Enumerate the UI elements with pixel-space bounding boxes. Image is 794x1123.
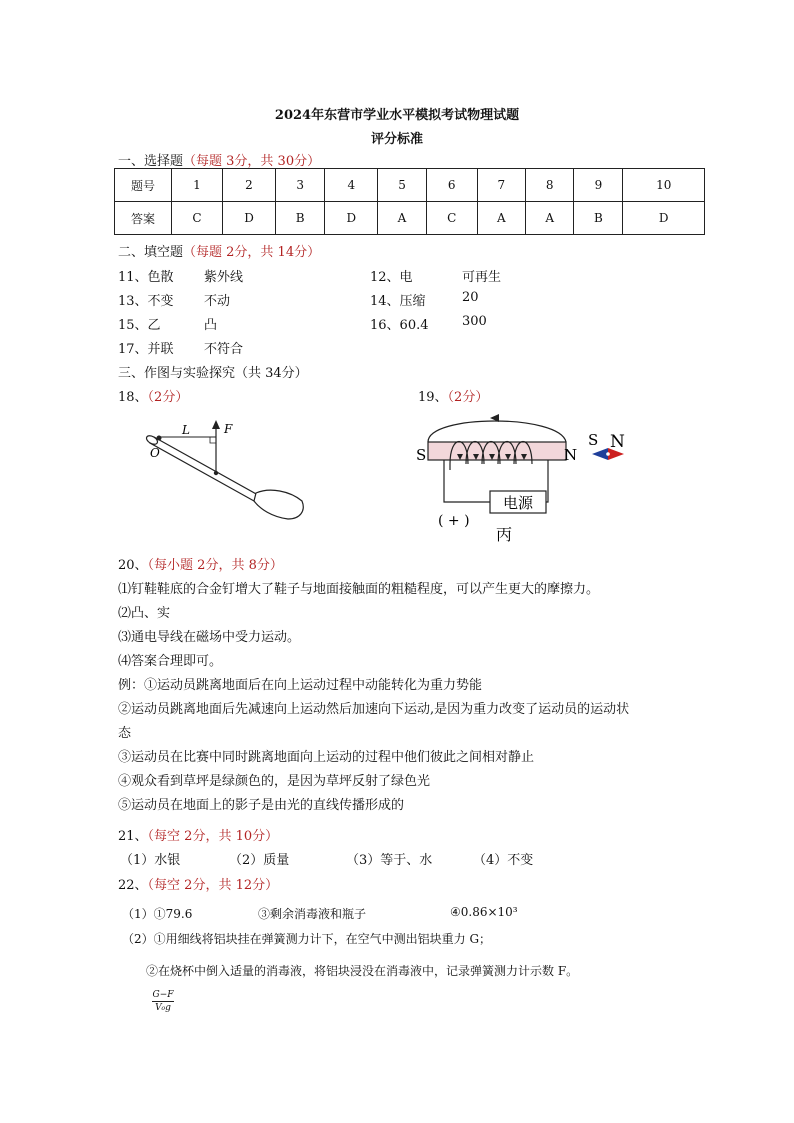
fill-item-answer: 不符合 (204, 342, 244, 357)
fill-item-number: 11、色散 (118, 270, 174, 285)
q22-note: （每空 2分，共 12分） (147, 878, 279, 893)
fill-item-number: 15、乙 (118, 318, 161, 333)
q19-note: （2分） (447, 390, 489, 405)
answer-cell: B (574, 202, 623, 235)
section-1-heading (118, 150, 320, 169)
q20-answer-line: 例：①运动员跳离地面后在向上运动过程中动能转化为重力势能 (118, 678, 483, 693)
q18-heading (118, 386, 188, 405)
q18-note: （2分） (147, 390, 189, 405)
fill-item-answer: 20 (462, 290, 479, 305)
fill-item-answer: 可再生 (462, 270, 502, 285)
circuit-wire-left (444, 460, 490, 502)
force-arrowhead (212, 420, 220, 429)
q21-answer: （1）水银 (120, 853, 181, 868)
magnet-left-pole: S (416, 446, 427, 464)
question-number: 1 (172, 169, 223, 202)
q20-answer-line: 态 (118, 726, 132, 741)
section-2-heading (118, 241, 320, 260)
fill-item-answer: 300 (462, 314, 487, 329)
magnetic-field-line (428, 421, 566, 442)
question-number: 6 (426, 169, 477, 202)
section-3-heading: 三、作图与实验探究（共 34分） (118, 366, 308, 381)
q20-answer-line: ⑤运动员在地面上的影子是由光的直线传播形成的 (118, 798, 405, 813)
fulcrum-point (157, 436, 162, 441)
compass-s-label: S (588, 431, 599, 449)
question-number: 8 (525, 169, 573, 202)
shovel-handle (145, 434, 258, 501)
q22-answer: ④0.86×10³ (450, 905, 518, 919)
q20-answer-line: ③运动员在比赛中同时跳离地面向上运动的过程中他们彼此之间相对静止 (118, 750, 535, 765)
q20-answer-line: ⑴钉鞋鞋底的合金钉增大了鞋子与地面接触面的粗糙程度，可以产生更大的摩擦力。 (118, 582, 600, 597)
plus-terminal-label: ( + ) (438, 513, 470, 529)
q21-note: （每空 2分，共 10分） (147, 829, 279, 844)
fill-item-number: 14、压缩 (370, 294, 426, 309)
q22-heading (118, 874, 278, 893)
q22-answer: （1）①79.6 (122, 907, 193, 921)
lever-diagram (140, 415, 320, 530)
question-number: 5 (378, 169, 426, 202)
force-point (214, 471, 218, 475)
power-source-label: 电源 (502, 494, 534, 512)
iron-core (428, 442, 566, 460)
q20-answer-line: ⑶通电导线在磁场中受力运动。 (118, 630, 301, 645)
question-number: 7 (477, 169, 525, 202)
answer-cell: C (426, 202, 477, 235)
table-row (115, 169, 705, 202)
force-label: F (224, 422, 233, 436)
q20-answer-line: ⑷答案合理即可。 (118, 654, 223, 669)
fill-item-number: 17、并联 (118, 342, 174, 357)
question-number: 3 (276, 169, 325, 202)
section-1-title: 一、选择题 (118, 154, 184, 169)
answer-table (114, 168, 705, 235)
page-subtitle: 评分标准 (370, 132, 423, 147)
q20-note: （每小题 2分，共 8分） (147, 558, 283, 573)
q22-answer: ②在烧杯中倒入适量的消毒液，将铝块浸没在消毒液中，记录弹簧测力计示数 F。 (146, 964, 579, 978)
q21-label: 21、 (118, 829, 148, 844)
answer-cell: D (222, 202, 275, 235)
answer-cell: A (525, 202, 573, 235)
electromagnet-diagram (410, 410, 650, 550)
table-row (115, 202, 705, 235)
page-title: 2024年东营市学业水平模拟考试物理试题 (274, 108, 520, 123)
figure-caption: 丙 (496, 525, 513, 544)
q19-label: 19、 (418, 390, 448, 405)
fraction-bar (152, 1001, 174, 1002)
q21-heading (118, 825, 278, 844)
answer-cell: A (477, 202, 525, 235)
q20-answer-line: ⑵凸、实 (118, 606, 171, 621)
density-formula (152, 990, 174, 1013)
fill-item-number: 13、不变 (118, 294, 174, 309)
compass-n-label: N (610, 432, 625, 452)
q18-label: 18、 (118, 390, 148, 405)
q21-answer: （2）质量 (229, 853, 290, 868)
answer-cell: D (325, 202, 378, 235)
q20-answer-line: ④观众看到草坪是绿颜色的，是因为草坪反射了绿色光 (118, 774, 431, 789)
question-number: 9 (574, 169, 623, 202)
shovel-blade (254, 490, 303, 519)
right-angle-mark (210, 437, 216, 443)
question-number: 4 (325, 169, 378, 202)
q20-answer-line: ②运动员跳离地面后先减速向上运动然后加速向下运动,是因为重力改变了运动员的运动状 (118, 702, 630, 717)
formula-denominator: V₀g (155, 1003, 171, 1013)
q21-answer: （3）等于、水 (346, 853, 433, 868)
fill-item-answer: 不动 (204, 294, 231, 309)
answer-cell: B (276, 202, 325, 235)
q22-answer: ③剩余消毒液和瓶子 (258, 907, 367, 921)
fill-item-answer: 凸 (204, 318, 218, 333)
section-1-note: （每题 3分，共 30分） (183, 154, 321, 169)
q19-heading (418, 386, 488, 405)
q22-answer: （2）①用细线将铝块挂在弹簧测力计下，在空气中测出铝块重力 G； (122, 932, 492, 946)
fill-item-number: 12、电 (370, 270, 413, 285)
q21-answer: （4）不变 (473, 853, 534, 868)
row-header-number: 题号 (115, 169, 172, 202)
fill-item-number: 16、60.4 (370, 318, 429, 333)
q20-heading (118, 554, 283, 573)
question-number: 10 (623, 169, 705, 202)
row-header-answer: 答案 (115, 202, 172, 235)
question-number: 2 (222, 169, 275, 202)
answer-cell: A (378, 202, 426, 235)
formula-numerator: G−F (152, 990, 174, 1000)
answer-cell: C (172, 202, 223, 235)
q22-label: 22、 (118, 878, 148, 893)
fulcrum-label: O (150, 446, 160, 460)
magnet-right-pole: N (564, 446, 578, 464)
section-2-note: （每题 2分，共 14分） (183, 245, 321, 260)
lever-arm-label: L (182, 423, 190, 437)
fill-item-answer: 紫外线 (204, 270, 244, 285)
section-2-title: 二、填空题 (118, 245, 184, 260)
answer-cell: D (623, 202, 705, 235)
q20-label: 20、 (118, 558, 148, 573)
